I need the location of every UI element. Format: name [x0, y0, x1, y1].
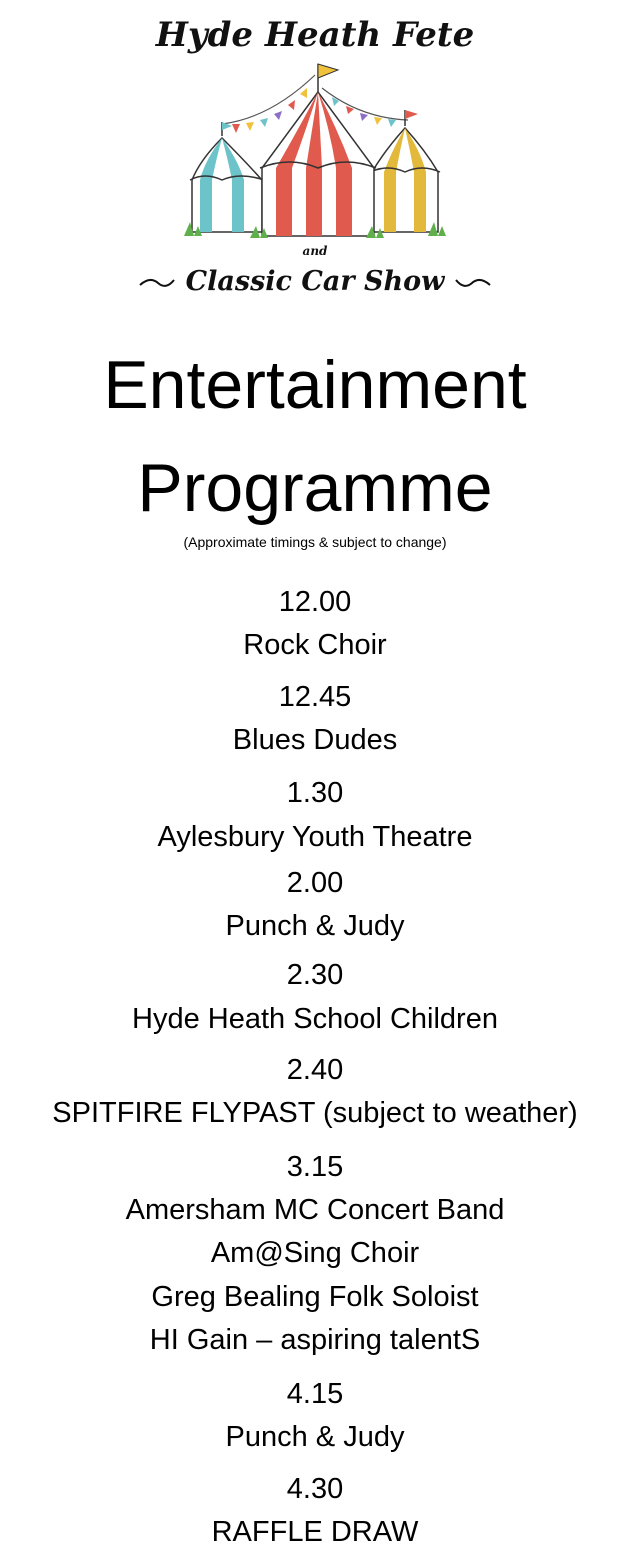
red-tent	[260, 64, 376, 236]
time-label: 3.15	[286, 1151, 344, 1183]
act-label: Punch & Judy	[225, 1421, 405, 1453]
logo-subtitle: Classic Car Show	[185, 266, 445, 297]
act-label: Aylesbury Youth Theatre	[157, 821, 473, 853]
act-label: Blues Dudes	[232, 724, 398, 756]
yellow-tent	[370, 110, 440, 232]
page-title-line-2: Programme	[137, 450, 493, 526]
act-label: Punch & Judy	[225, 910, 405, 942]
timing-note: (Approximate timings & subject to change)	[183, 534, 447, 550]
left-swash	[140, 280, 174, 286]
act-label: Rock Choir	[243, 629, 387, 661]
logo-title: Hyde Heath Fete	[155, 15, 475, 55]
time-label: 2.00	[286, 867, 344, 899]
time-label: 2.40	[286, 1054, 344, 1086]
time-label: 12.45	[278, 681, 352, 713]
act-label: Greg Bealing Folk Soloist	[151, 1281, 479, 1313]
act-label: Hyde Heath School Children	[132, 1003, 498, 1035]
act-label: Am@Sing Choir	[210, 1237, 420, 1269]
right-swash	[456, 280, 490, 286]
act-label: RAFFLE DRAW	[211, 1516, 419, 1548]
teal-tent	[190, 122, 264, 232]
act-label: HI Gain – aspiring talentS	[149, 1324, 481, 1356]
time-label: 4.15	[286, 1378, 344, 1410]
page-title-line-1: Entertainment	[103, 347, 527, 423]
time-label: 2.30	[286, 959, 344, 991]
logo-and: and	[302, 244, 328, 258]
time-label: 4.30	[286, 1473, 344, 1505]
fete-logo	[0, 0, 630, 310]
act-label: Amersham MC Concert Band	[125, 1194, 505, 1226]
act-label: SPITFIRE FLYPAST (subject to weather)	[52, 1097, 578, 1129]
time-label: 1.30	[286, 777, 344, 809]
time-label: 12.00	[278, 586, 352, 618]
